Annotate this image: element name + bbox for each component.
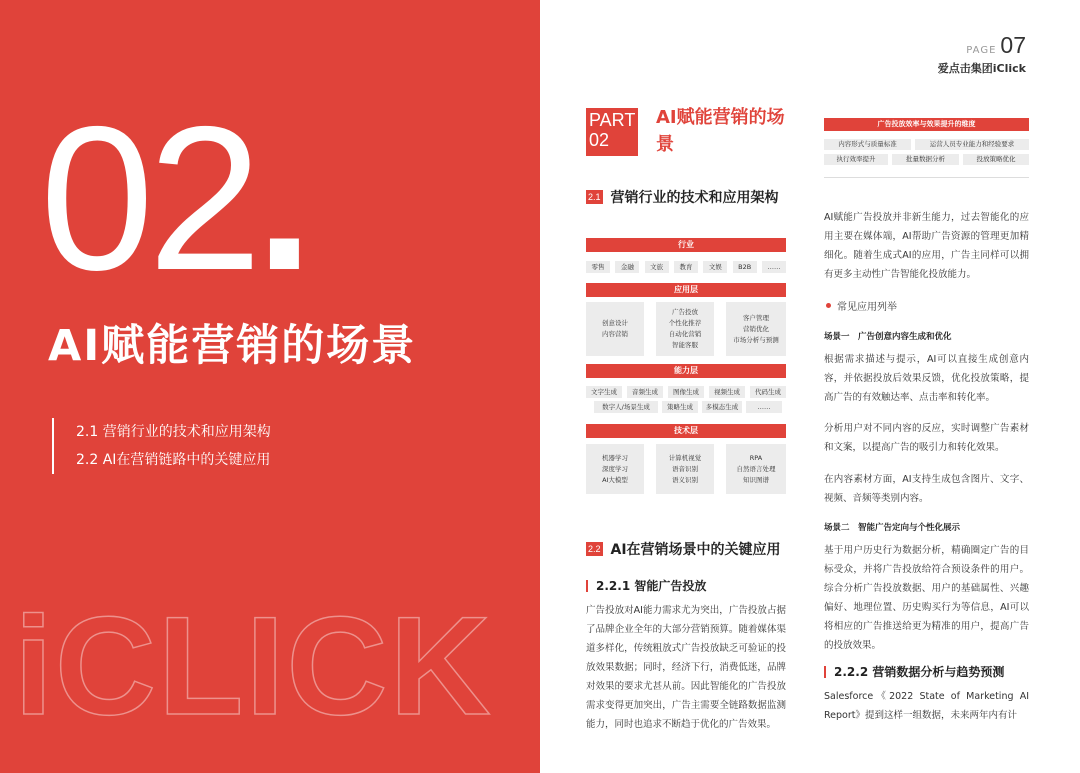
table-cell: 运营人员专业能力和经验要求 <box>915 139 1029 150</box>
capability-row <box>586 401 786 413</box>
diagram-chip: …… <box>746 401 782 413</box>
body-paragraph: Salesforce《2022 State of Marketing AI Report》提到这样一组数据，未来两年内有计 <box>824 691 1029 721</box>
diagram-chip: 图像生成 <box>668 386 704 398</box>
diagram-box: 创意设计 内容营销 <box>586 302 644 356</box>
section-heading: 2.2 AI在营销场景中的关键应用 <box>588 542 781 558</box>
part-title: AI赋能营销的场景 <box>656 107 785 155</box>
diagram-chip: B2B <box>733 261 757 273</box>
diagram-chip: 数字人/场景生成 <box>594 401 658 413</box>
diagram-capability-header: 能力层 <box>586 364 786 378</box>
brand-name: 爱点击集团iClick <box>937 62 1026 75</box>
diagram-chip: 文旅 <box>645 261 669 273</box>
capability-row <box>586 386 786 398</box>
diagram-box: 广告投放 个性化推荐 自动化营销 智能客服 <box>656 302 714 356</box>
brand-watermark: iCLICK <box>14 587 493 744</box>
page-number: PAGE 07 <box>966 32 1026 58</box>
body-paragraph: 分析用户对不同内容的反应，实时调整广告素材和文案，以提高广告的吸引力和转化效果。 <box>824 423 1029 453</box>
scene-title: 场景一 广告创意内容生成和优化 <box>824 332 952 342</box>
toc-item[interactable]: 2.1 营销行业的技术和应用架构 <box>76 424 271 440</box>
table-of-contents <box>52 418 271 474</box>
diagram-chip: 音频生成 <box>627 386 663 398</box>
diagram-chip: 多模态生成 <box>702 401 742 413</box>
diagram-chip: 金融 <box>615 261 639 273</box>
table-cell: 内容形式与质量标准 <box>824 139 911 150</box>
subsection-heading: 2.2.2 营销数据分析与趋势预测 <box>824 663 1004 680</box>
diagram-chip: 零售 <box>586 261 610 273</box>
chapter-number: 02. <box>40 84 307 313</box>
diagram-chip: 教育 <box>674 261 698 273</box>
table-cell: 投放策略优化 <box>963 154 1029 165</box>
section-heading: 2.1 营销行业的技术和应用架构 <box>588 190 779 206</box>
diagram-chip: 代码生成 <box>750 386 786 398</box>
diagram-chip: …… <box>762 261 786 273</box>
table-cell: 批量数据分析 <box>892 154 959 165</box>
diagram-chip: 文娱 <box>703 261 727 273</box>
diagram-box: RPA 自然语言处理 知识图谱 <box>726 444 786 494</box>
bullet-dot-icon <box>826 303 831 308</box>
diagram-technology-header: 技术层 <box>586 424 786 438</box>
diagram-box: 计算机视觉 语音识别 语义识别 <box>656 444 714 494</box>
diagram-chip: 文字生成 <box>586 386 622 398</box>
bullet-heading: 常见应用列举 <box>826 298 897 313</box>
diagram-chip: 视频生成 <box>709 386 745 398</box>
scene-title: 场景二 智能广告定向与个性化展示 <box>824 523 961 533</box>
toc-item[interactable]: 2.2 AI在营销链路中的关键应用 <box>76 452 271 468</box>
body-paragraph: AI赋能广告投放并非新生能力，过去智能化的应用主要在媒体端，AI帮助广告资源的管理更加精细化。随着生成式AI的应用，广告主同样可以拥有更多主动性广告智能化投放能力。 <box>824 212 1029 280</box>
table-cell: 执行效率提升 <box>824 154 888 165</box>
chapter-title: AI赋能营销的场景 <box>48 321 417 371</box>
body-paragraph: 基于用户历史行为数据分析，精确圈定广告的目标受众，并将广告投放给符合预设条件的用户。综合分析广告投放数据、用户的基础属性、兴趣偏好、地理位置、历史购买行为等信息，AI可以将相应的广告推送给更为精准的用户，提高广告的投放效果。 <box>824 545 1029 651</box>
diagram-application-header: 应用层 <box>586 283 786 297</box>
part-badge: PART 02 <box>586 108 638 156</box>
body-paragraph: 在内容素材方面，AI支持生成包含图片、文字、视频、音频等类别内容。 <box>824 474 1029 504</box>
dimension-table-title: 广告投放效率与效果提升的维度 <box>824 118 1029 131</box>
subsection-heading: 2.2.1 智能广告投放 <box>586 577 706 594</box>
diagram-box: 客户管理 营销优化 市场分析与预测 <box>726 302 786 356</box>
body-paragraph: 根据需求描述与提示，AI可以直接生成创意内容，并依据投放后效果反馈，优化投放策略，提高广告的有效触达率、点击率和转化率。 <box>824 354 1029 403</box>
diagram-industry-header: 行业 <box>586 238 786 252</box>
divider <box>824 177 1029 178</box>
body-paragraph: 广告投放对AI能力需求尤为突出，广告投放占据了品牌企业全年的大部分营销预算。随着媒体渠道多样化，传统粗放式广告投放缺乏可验证的投放效果数据；同时，经济下行，消费低迷，品牌对效果的要求尤甚从前。因此智能化的广告投放需求变得更加突出，广告主需要全链路数据监测能力，同时也追求不断趋于优化的广告效果。 <box>586 605 786 730</box>
industry-row <box>586 261 786 273</box>
diagram-chip: 策略生成 <box>662 401 698 413</box>
diagram-box: 机器学习 深度学习 AI大模型 <box>586 444 644 494</box>
